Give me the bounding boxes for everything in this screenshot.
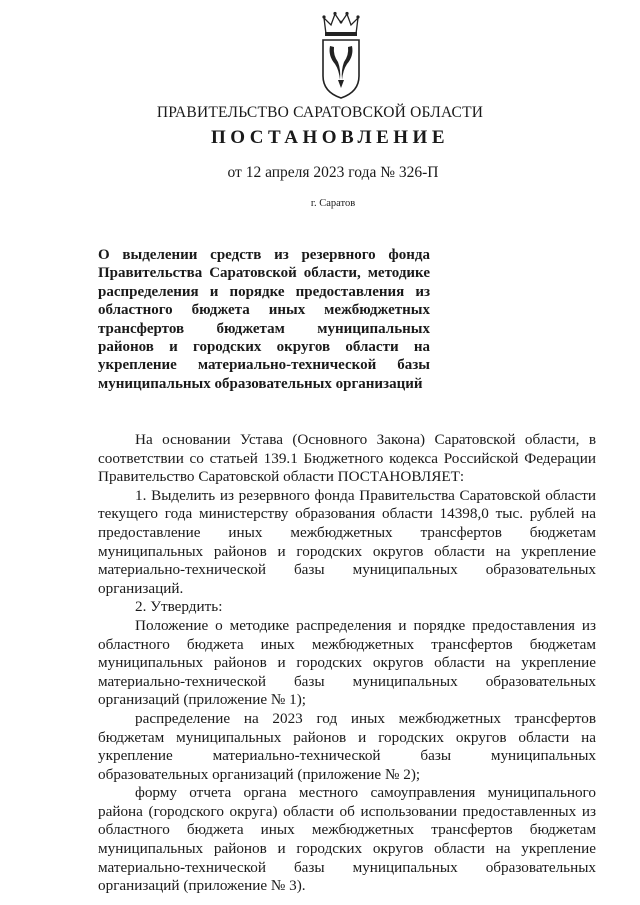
government-name: ПРАВИТЕЛЬСТВО САРАТОВСКОЙ ОБЛАСТИ	[156, 104, 484, 121]
document-date-number: от 12 апреля 2023 года № 326-П	[227, 164, 439, 181]
item-2a-paragraph: Положение о методике распределения и порядке предоставления из областного бюджета иных межбюджетных трансфертов бюджетам муниципальных районов и городских округов области на укрепление материально-технической базы муниципальных образовательных организаций (приложение № 1);	[98, 616, 596, 709]
item-2-heading: 2. Утвердить:	[135, 598, 223, 616]
saratov-coat-of-arms-icon	[316, 10, 366, 102]
item-2c-paragraph: форму отчета органа местного самоуправления муниципального района (городского округа) области об использовании предоставленных из областного бюджета иных межбюджетных трансфертов бюджетам муниципальных районов и городских округов области на укрепление материально-технической базы муниципальных образовательных организаций (приложение № 3).	[98, 784, 596, 895]
item-2b-paragraph: распределение на 2023 год иных межбюджетных трансфертов бюджетам муниципальных районов и городских округов области на укрепление материально-технической базы муниципальных образовательных организаций (приложение № 2);	[98, 709, 596, 783]
document-city: г. Саратов	[310, 198, 356, 209]
document-title: О выделении средств из резервного фонда Правительства Саратовской области, методике распределения и порядке предоставления из областного бюджета иных межбюджетных трансфертов бюджетам муниципальных районов и городских округов области на укрепление материально-технической базы муниципальных образовательных организаций	[98, 247, 430, 392]
document-body	[98, 431, 596, 896]
document-type-heading: ПОСТАНОВЛЕНИЕ	[210, 127, 450, 148]
item-1-paragraph: 1. Выделить из резервного фонда Правительства Саратовской области текущего года министерству образования области 14398,0 тыс. рублей на предоставление иных межбюджетных трансфертов бюджетам муниципальных районов и городских округов области на укрепление материально-технической базы муниципальных образовательных организаций.	[98, 486, 596, 597]
preamble-paragraph: На основании Устава (Основного Закона) Саратовской области, в соответствии со статьей 139.1 Бюджетного кодекса Российской Федерации Правительство Саратовской области ПОСТАНОВЛЯЕТ:	[98, 431, 596, 486]
